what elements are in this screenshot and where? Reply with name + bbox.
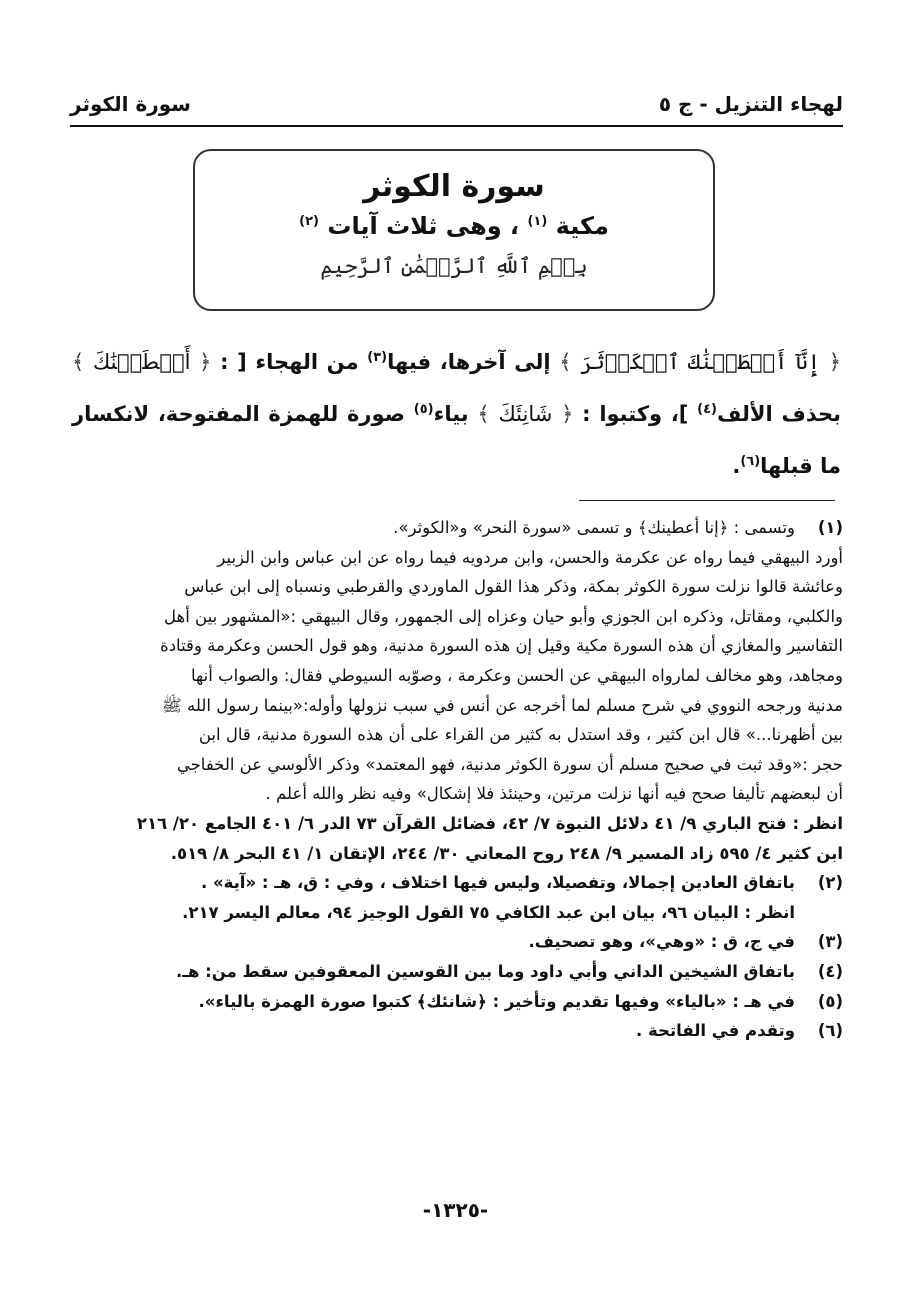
footnote-body <box>72 868 795 927</box>
footnotes <box>72 513 843 1046</box>
footnote-line: والكلبي، ومقاتل، وذكره ابن الجوزي وأبو حيان وعزاه إلى الجمهور، وقال البيهقي :«المشهور بين أهل <box>164 606 843 626</box>
footnote-line: وتسمى : ﴿إنا أعطينك﴾ و تسمى «سورة النحر» و«الكوثر». <box>393 518 795 537</box>
header-rule <box>70 125 843 127</box>
quran-word: شَانِئَكَ <box>498 402 553 426</box>
footnote-number: (٥) <box>817 991 843 1011</box>
footnote-line: أن لبعضهم تأليفا صحح فيه أنها نزلت مرتين، وحينئذ فلا إشكال» وفيه نظر والله أعلم . <box>265 784 843 804</box>
footnote-line: في ج، ق : «وهي»، وهو تصحيف. <box>528 932 795 952</box>
footnote-line: وعائشة قالوا نزلت سورة الكوثر بمكة، وذكر هذا القول الماوردي والقرطبي ونسباه إلى ابن عباس <box>184 577 843 597</box>
header-surah-title: سورة الكوثر <box>70 92 191 116</box>
footnote-line: وتقدم في الفاتحة . <box>636 1021 795 1041</box>
footnote-number: (٣) <box>817 932 843 952</box>
ornate-bracket-close: ﴾ <box>559 350 572 374</box>
footnote-ref-6[interactable]: (٦) <box>740 454 761 469</box>
footnote-line: التفاسير والمغازي أن هذه السورة مكية وقيل إن هذه السورة مدنية، وهو قول الحسن وعكرمة وقتادة <box>160 636 843 656</box>
footnote-body <box>72 987 795 1017</box>
footnote-ref-4[interactable]: (٤) <box>697 402 717 417</box>
footnote-item <box>72 987 843 1017</box>
surah-verse-count: ، وهى ثلاث آيات <box>327 212 520 240</box>
ornate-bracket-open: ﴿ <box>199 350 212 374</box>
running-header <box>70 84 843 124</box>
page-number: -١٣٢٥- <box>422 1198 489 1222</box>
footnote-item <box>72 927 843 957</box>
footnote-line: في هـ : «بالياء» وفيها تقديم وتأخير : ﴿شانئك﴾ كتبوا صورة الهمزة بالياء». <box>198 991 795 1011</box>
footnote-body <box>72 1016 795 1046</box>
header-book-title: لهجاء التنزيل - ج ٥ <box>658 92 843 116</box>
surah-name: سورة الكوثر <box>363 169 545 204</box>
surah-revelation-type: مكية <box>555 212 609 240</box>
footnote-ref-5[interactable]: (٥) <box>413 402 434 417</box>
main-text-segment: إلى آخرها، فيها <box>387 350 551 374</box>
ornate-bracket-close: ﴾ <box>477 402 490 426</box>
footnote-number: (٤) <box>817 961 843 981</box>
footnote-line: حجر :«وقد ثبت في صحيح مسلم أن سورة الكوثر مدنية، فهو المعتمد» وذكر الألوسي عن الخفاجي <box>176 754 843 774</box>
footnote-line: باتفاق العادين إجمالا، وتفصيلا، وليس فيها اختلاف ، وفي : ق، هـ : «آية» . <box>200 873 795 893</box>
basmala: بِسۡمِ ٱللَّهِ ٱلرَّحۡمَٰنِ ٱلرَّحِيمِ <box>320 254 588 278</box>
ornate-bracket-open: ﴿ <box>561 402 574 426</box>
footnote-item <box>72 1016 843 1046</box>
main-text-segment: صورة للهمزة المفتوحة، لانكسار ما قبلها <box>72 402 841 478</box>
footnote-item <box>72 513 843 868</box>
main-text-segment: بحذف الألف <box>717 402 842 426</box>
footnote-ref-3[interactable]: (٣) <box>367 350 388 365</box>
main-text-segment: ]، وكتبوا : <box>582 402 689 426</box>
main-text-segment: بياء <box>433 402 469 426</box>
footnote-line: بين أظهرنا...» قال ابن كثير ، وقد استدل به كثير من القراء على أن هذه السورة مدنية، قال ابن <box>198 725 843 745</box>
footnote-separator <box>579 500 835 501</box>
footnote-ref-1[interactable]: (١) <box>527 214 548 229</box>
footnote-ref-2[interactable]: (٢) <box>299 214 319 229</box>
ornate-bracket-close: ﴾ <box>72 350 85 374</box>
main-text-end: . <box>732 454 741 478</box>
footnote-line: مدنية ورجحه النووي في شرح مسلم لما أخرجه عن أنس في سبب نزولها وأوله:«بينما رسول الله ﷺ <box>161 695 843 715</box>
footnote-body <box>72 957 795 987</box>
footnote-item <box>72 957 843 987</box>
footnote-item <box>72 868 843 927</box>
footnote-line: باتفاق الشيخين الداني وأبي داود وما بين القوسين المعقوفين سقط من: هـ. <box>176 961 795 981</box>
footnote-line: أورد البيهقي فيما رواه عن عكرمة والحسن، وابن مردويه فيما رواه عن ابن عباس وابن الزبير <box>217 547 843 567</box>
quran-word: أَعۡطَيۡنَٰكَ <box>92 350 191 374</box>
surah-meta <box>195 212 713 240</box>
footnote-number: (١) <box>817 518 843 537</box>
surah-title-box <box>193 149 715 311</box>
footnote-body <box>72 513 843 868</box>
main-text-segment: من الهجاء [ : <box>220 350 359 374</box>
main-paragraph <box>72 334 841 490</box>
footnote-reference-line: ابن كثير ٤/ ٥٩٥ زاد المسير ٩/ ٢٤٨ روح المعاني ٣٠/ ٢٤٤، الإتقان ١/ ٤١ البحر ٨/ ٥١٩. <box>170 843 843 863</box>
ornate-bracket-open: ﴿ <box>828 350 842 374</box>
footnote-line: ومجاهد، وهو مخالف لمارواه البيهقي عن الحسن وعكرمة ، وصوّبه السيوطي فقال: والصواب أنها <box>191 665 843 685</box>
footnote-number: (٢) <box>817 873 843 893</box>
footnote-reference-line: انظر : البيان ٩٦، بيان ابن عبد الكافي ٧٥ القول الوجيز ٩٤، معالم اليسر ٢١٧. <box>182 902 795 922</box>
footnote-number: (٦) <box>817 1021 843 1041</box>
footnote-body <box>72 927 795 957</box>
footnote-reference-line: انظر : فتح الباري ٩/ ٤١ دلائل النبوة ٧/ ٤٢، فضائل القرآن ٧٣ الدر ٦/ ٤٠١ الجامع ٢٠/ ٢١٦ <box>136 813 843 833</box>
quran-verse: إِنَّآ أَعۡطَيۡنَٰكَ ٱلۡكَوۡثَرَ <box>580 350 821 374</box>
